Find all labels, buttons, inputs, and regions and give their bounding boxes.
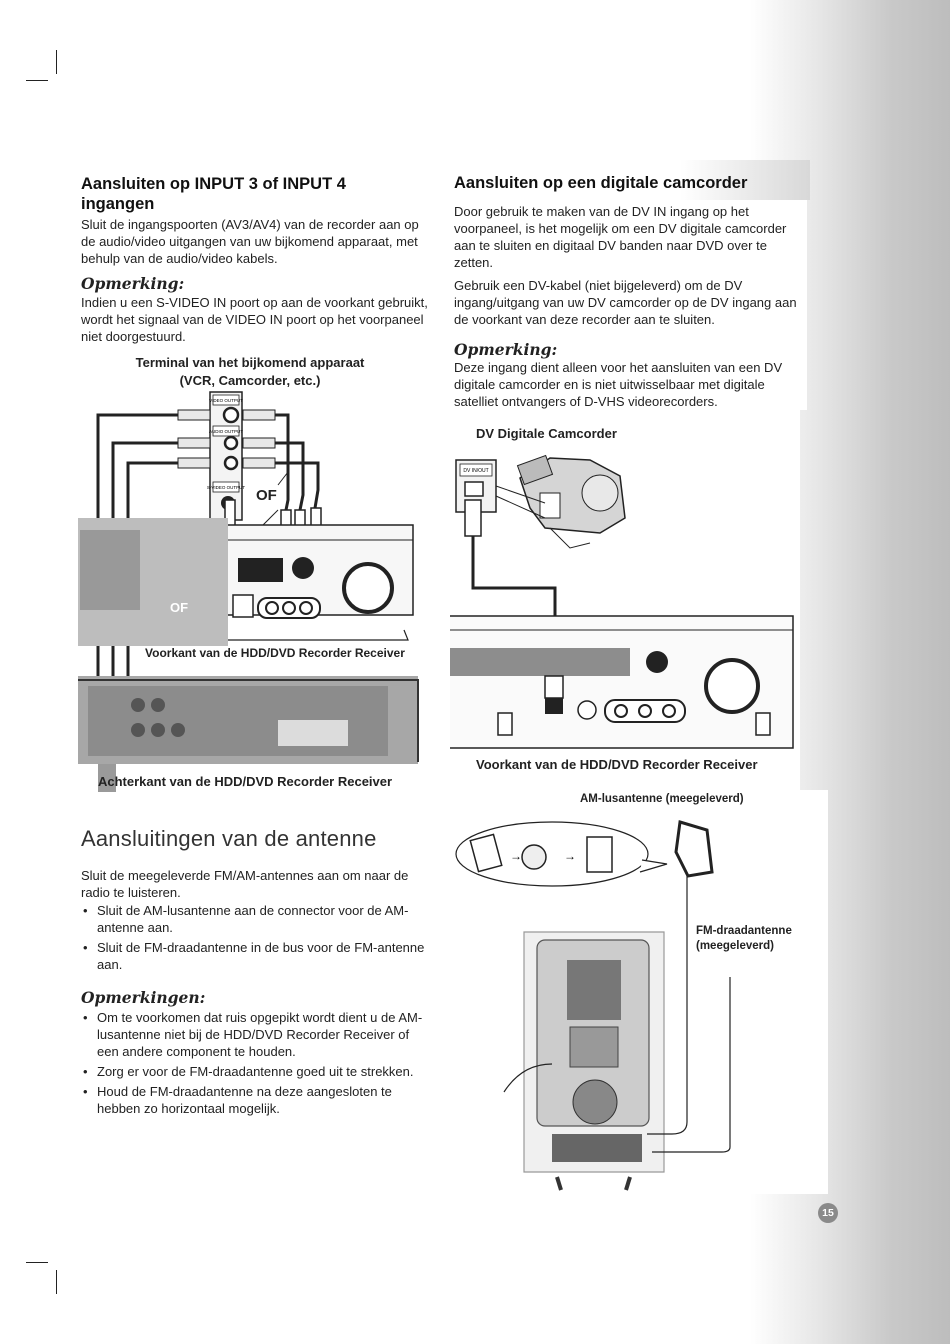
back-label: Achterkant van de HDD/DVD Recorder Receiver bbox=[98, 774, 393, 789]
note-title: Opmerking: bbox=[81, 274, 185, 293]
camcorder-body-1: Door gebruik te maken van de DV IN ingang op het voorpaneel, is het mogelijk om een DV digitale camcorder aan te sluiten en digitaal DV banden naar DVD over te zetten. bbox=[454, 204, 787, 270]
dv-port-label: DV IN/OUT bbox=[463, 468, 489, 474]
notes-list bbox=[81, 1009, 431, 1120]
audio-l-jack bbox=[225, 437, 237, 449]
antenna-intro: Sluit de meegeleverde FM/AM-antennes aan om naar de radio te luisteren. bbox=[81, 868, 409, 900]
am-antenna-label: AM-lusantenne (meegeleverd) bbox=[580, 793, 744, 805]
fm-antenna-label bbox=[696, 924, 792, 954]
svideo-in bbox=[233, 595, 253, 617]
section-body-input: Sluit de ingangspoorten (AV3/AV4) van de recorder aan op de audio/video uitgangen van uw bijkomend apparaat, met behulp van de audio/video kabels. bbox=[81, 217, 419, 266]
camcorder-note-title: Opmerking: bbox=[454, 340, 558, 359]
note-body: Indien u een S-VIDEO IN poort op aan de voorkant gebruikt, wordt het signaal van de VIDEO IN poort op het voorpaneel niet doorgestuurd. bbox=[81, 295, 428, 344]
svg-text:→: → bbox=[564, 849, 576, 863]
antenna-steps bbox=[81, 902, 426, 976]
antenna-diagram bbox=[452, 812, 732, 1192]
am-loop-antenna bbox=[676, 822, 712, 876]
antenna-section-title: Aansluitingen van de antenne bbox=[81, 826, 377, 851]
front-label-right: Voorkant van de HDD/DVD Recorder Receiver bbox=[476, 757, 758, 772]
crop-mark bbox=[26, 1262, 48, 1263]
display-window-right bbox=[450, 648, 630, 676]
audio-output-label: AUDIO OUTPUT bbox=[208, 429, 244, 434]
crop-mark bbox=[56, 50, 57, 74]
diagram-caption bbox=[90, 354, 410, 390]
list-item: • Om te voorkomen dat ruis opgepikt wordt dient u de AM-lusantenne niet bij de HDD/DVD Recorder Receiver of een andere component te houden. bbox=[81, 1009, 431, 1060]
fm-antenna-label-line2: (meegeleverd) bbox=[696, 940, 774, 952]
list-item: • Sluit de AM-lusantenne aan de connector voor de AM-antenne aan. bbox=[81, 902, 426, 936]
list-item: • Houd de FM-draadantenne na deze aangesloten te hebben zo horizontaal mogelijk. bbox=[81, 1083, 431, 1117]
dv-caption: DV Digitale Camcorder bbox=[476, 426, 617, 441]
camcorder-illustration bbox=[517, 455, 625, 548]
diagram-caption-line1: Terminal van het bijkomend apparaat bbox=[135, 355, 365, 370]
video-output-label: VIDEO OUTPUT bbox=[209, 398, 243, 403]
svideo-output-label: S-VIDEO OUTPUT bbox=[206, 485, 246, 490]
page-number: 15 bbox=[818, 1203, 838, 1223]
section-title-input: Aansluiten op INPUT 3 of INPUT 4 ingangen bbox=[81, 175, 346, 213]
display-window bbox=[238, 558, 283, 582]
video-output-jack bbox=[224, 408, 238, 422]
dv-connection-diagram bbox=[450, 448, 800, 758]
camcorder-section-title: Aansluiten op een digitale camcorder bbox=[454, 174, 748, 192]
crop-mark bbox=[56, 1270, 57, 1294]
camcorder-note-body: Deze ingang dient alleen voor het aansluiten van een DV digitale camcorder en is niet uitwisselbaar met digitale satelliet ontvangers of D-VHS videorecorders. bbox=[454, 360, 783, 409]
front-button bbox=[292, 557, 314, 579]
volume-knob bbox=[344, 564, 392, 612]
crop-mark bbox=[26, 80, 48, 81]
svg-text:→: → bbox=[510, 849, 522, 863]
camcorder-body-2: Gebruik een DV-kabel (niet bijgeleverd) om de DV ingang/uitgang van uw DV camcorder op de DV ingang aan de voorkant van deze recorder aan te sluiten. bbox=[454, 278, 797, 327]
list-item: • Zorg er voor de FM-draadantenne goed uit te strekken. bbox=[81, 1063, 431, 1080]
diagram-caption-line2: (VCR, Camcorder, etc.) bbox=[179, 373, 321, 388]
av-connection-diagram bbox=[78, 390, 433, 802]
audio-r-jack bbox=[225, 457, 237, 469]
notes-title: Opmerkingen: bbox=[81, 988, 206, 1007]
or-label-1: OF bbox=[256, 487, 277, 504]
or-label-2: OF bbox=[170, 600, 189, 615]
fm-antenna-label-line1: FM-draadantenne bbox=[696, 925, 792, 937]
list-item: • Sluit de FM-draadantenne in de bus voor de FM-antenne aan. bbox=[81, 939, 426, 973]
front-label-left: Voorkant van de HDD/DVD Recorder Receiver bbox=[145, 646, 405, 660]
